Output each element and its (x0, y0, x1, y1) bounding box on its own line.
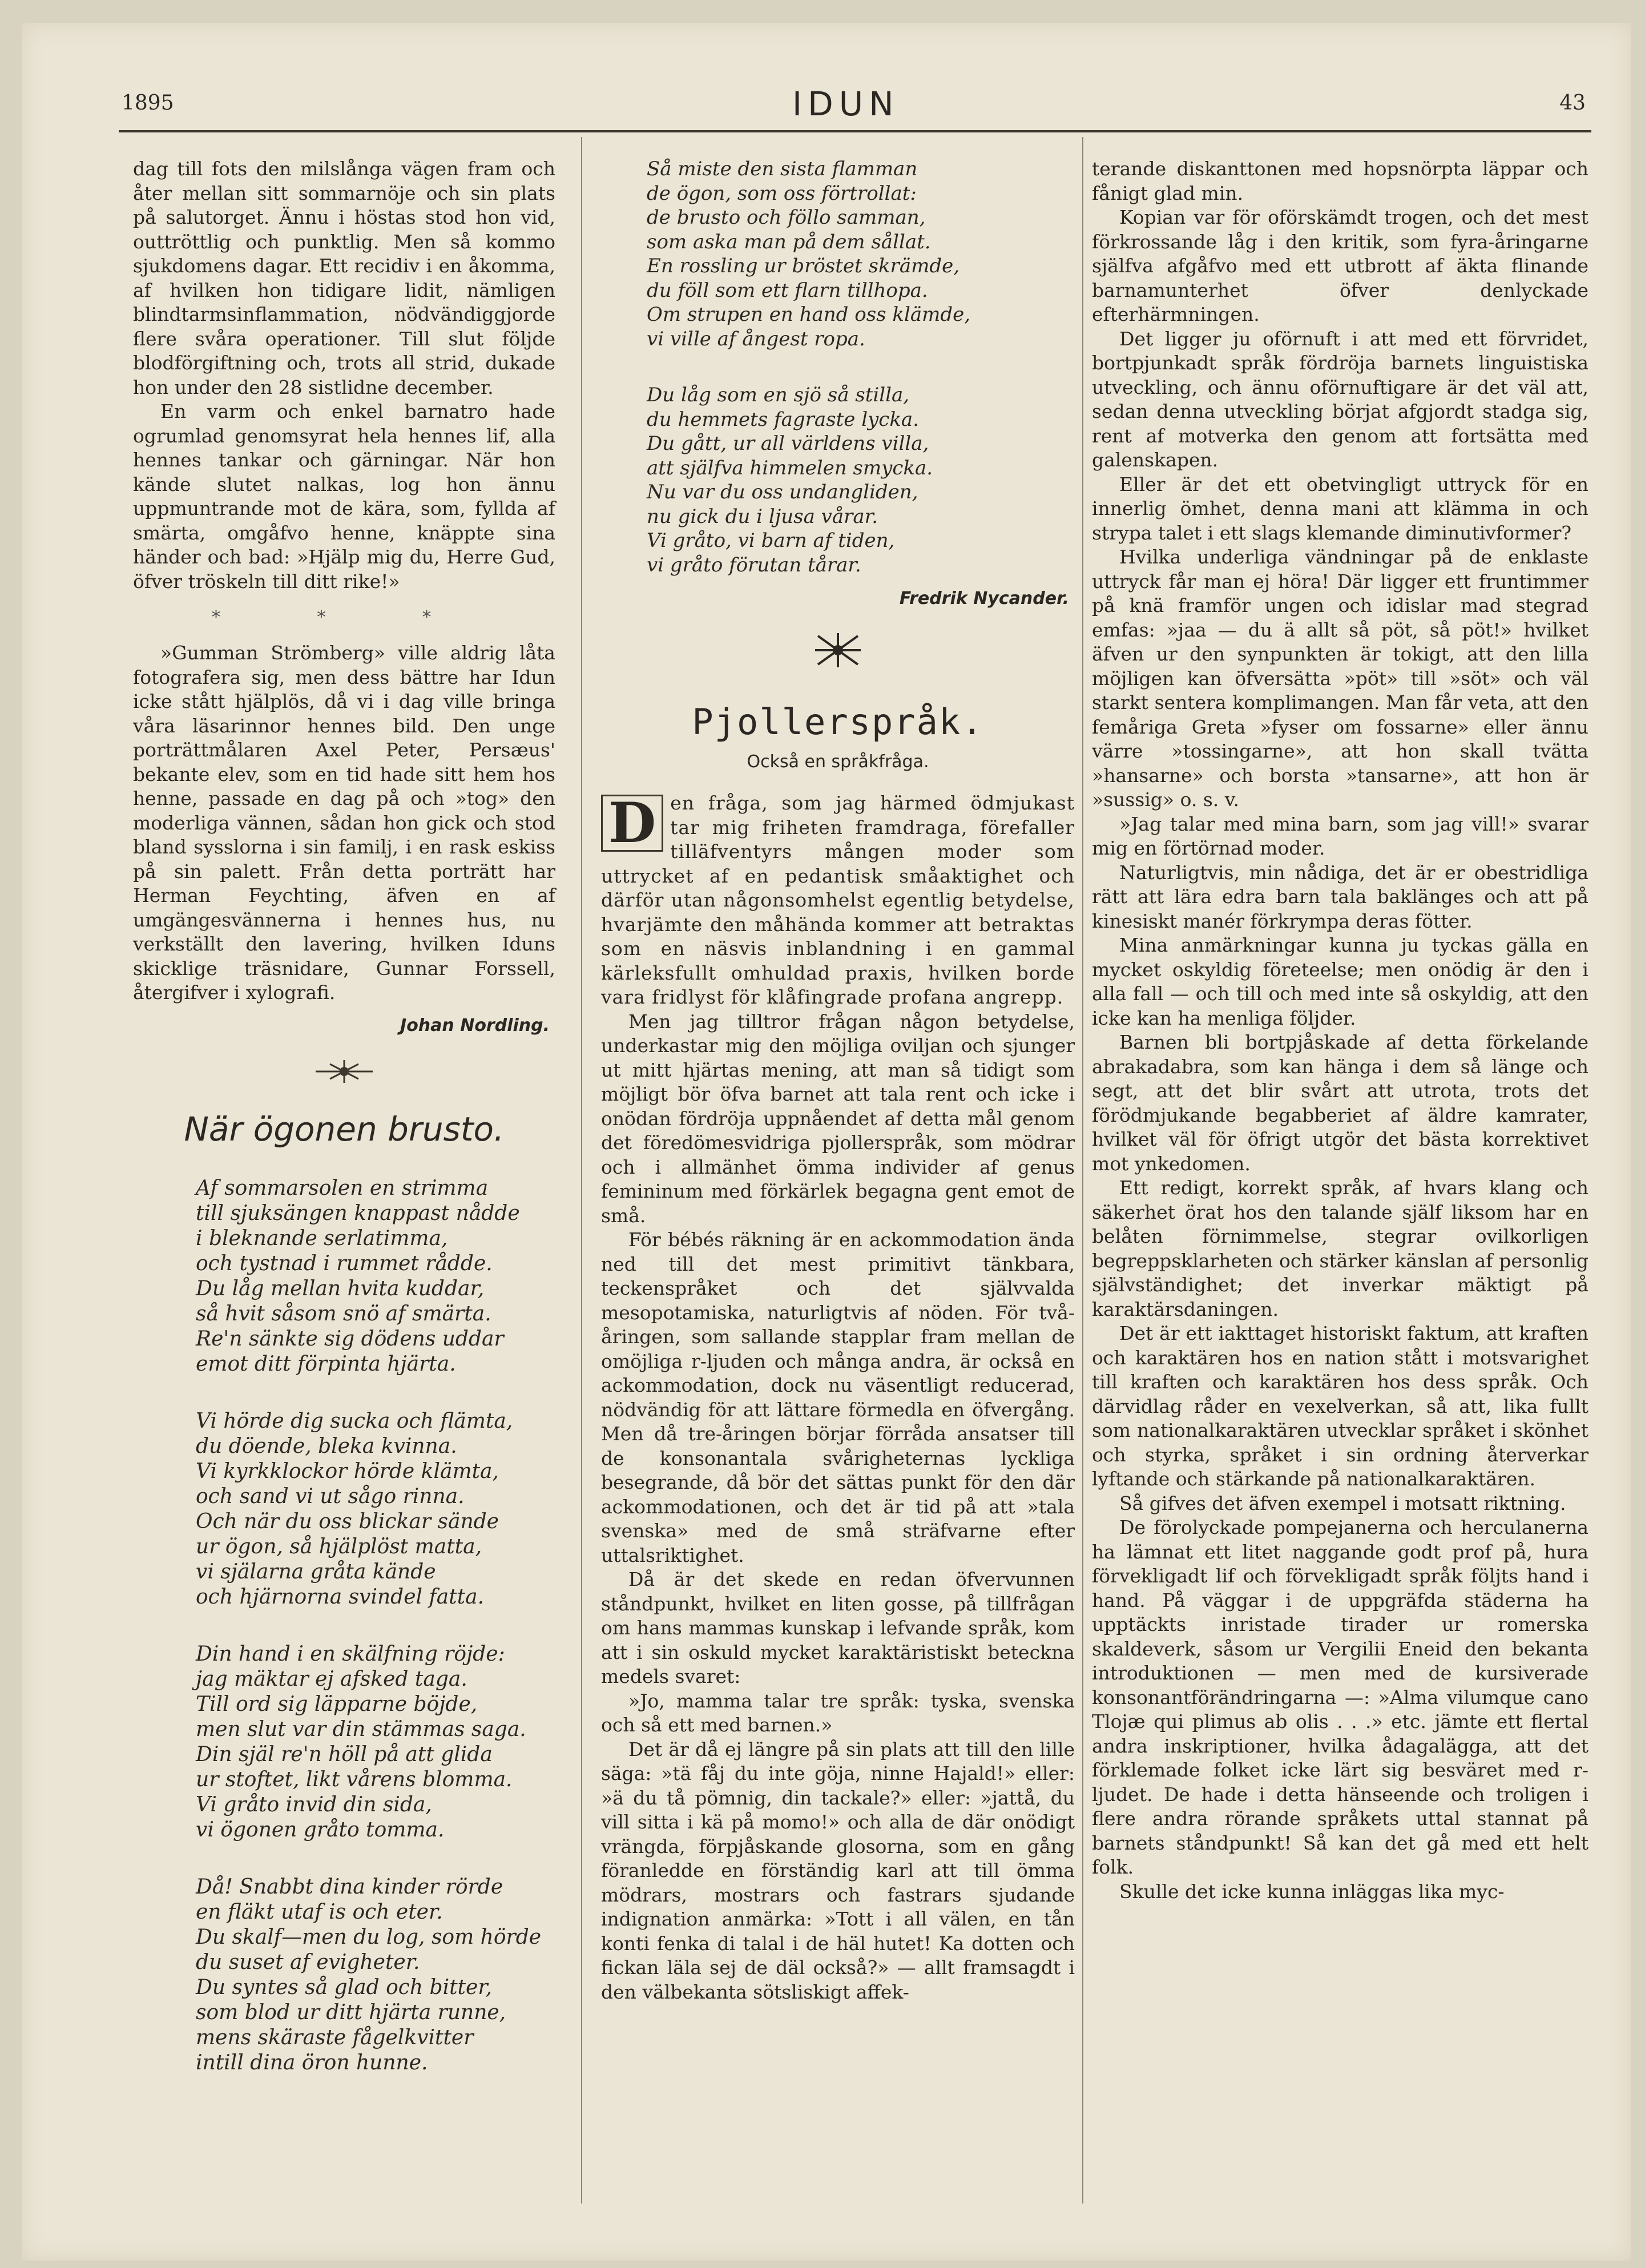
article-paragraph: För bébés räkning är en ackommodation ända ned till det mest primitivt tänkbara, teckenspråket och det självvalda mesopotamiska, naturligtvis af nöden. För två-åringen, som sallande stapplar fram mellan de omöjliga r-ljuden och många andra, är också en ackommodation, dock nu väsentligt reducerad, nödvändig för att lättare förmedla en öfvergång. Men då tre-åringen börjar förråda ansatser till de konsonantala svårigheternas lyckliga besegrande, då bör det sättas punkt för den där ackommodationen, och det är tid på att »tala svenska» med de små sträfvarne efter uttalsriktighet. (601, 1228, 1075, 1566)
poem-line: att själfva himmelen smycka. (647, 456, 933, 480)
header-rule (119, 130, 1591, 132)
poem-stanza (196, 1409, 555, 1610)
poem-line: Vi gråto invid din sida, (196, 1792, 432, 1816)
poem-line: nu gick du i ljusa vårar. (647, 505, 878, 528)
article-paragraph: Kopian var för oförskämdt trogen, och det mest förkrossande låg i den kritik, som fyra-åringarne själfva afgåfvo med ett utbrott af äkta flinande barnamunterhet öfver denlyckade efterhärmningen. (1092, 206, 1588, 325)
poem-line: du döende, bleka kvinna. (196, 1434, 457, 1458)
article-paragraph: »Jag talar med mina barn, som jag vill!» svarar mig en förtörnad moder. (1092, 812, 1588, 859)
poem-line: Så miste den sista flamman (647, 158, 918, 180)
poem-line: Då! Snabbt dina kinder rörde (196, 1875, 503, 1899)
article-paragraph: Ett redigt, korrekt språk, af hvars klang och säkerhet örat hos den talande själf liksom har en belåten förnimmelse, stegrar ovilkorligen begreppsklarheten och stärker känslan af personlig självständighet; det inverkar mäktigt på karaktärsdaningen. (1092, 1177, 1588, 1320)
poem-line: Du syntes så glad och bitter, (196, 1975, 493, 1999)
poem-line: intill dina öron hunne. (196, 2051, 428, 2074)
column-divider-1 (581, 137, 582, 2203)
poem-line: Du låg som en sjö så stilla, (647, 384, 910, 406)
poem-line: Re'n sänkte sig dödens uddar (196, 1327, 504, 1351)
poem-line: som blod ur ditt hjärta runne, (196, 2000, 506, 2024)
poem-title: När ögonen brusto. (184, 1109, 505, 1149)
poem-line: En rossling ur bröstet skrämde, (647, 255, 960, 277)
article-paragraph: Eller är det ett obetvingligt uttryck för en innerlig ömhet, denna mani att klämma in och strypa talet i ett slags klemande diminutivformer? (1092, 473, 1588, 544)
column-1 (133, 157, 555, 2108)
poem-line: du föll som ett flarn tillhopa. (647, 279, 928, 302)
section-stars: * * * (211, 607, 477, 627)
poem-line: vi ville af ångest ropa. (647, 327, 865, 351)
poem-line: till sjuksängen knappast nådde (196, 1201, 520, 1225)
poem-line: Du gått, ur all världens villa, (647, 432, 929, 455)
article-paragraph: »Jo, mamma talar tre språk: tyska, svenska och så ett med barnen.» (601, 1689, 1075, 1736)
poem-line: en fläkt utaf is och eter. (196, 1900, 443, 1924)
poem-line: du suset af evigheter. (196, 1950, 420, 1974)
poem-line: och hjärnorna svindel fatta. (196, 1585, 485, 1609)
poem-line: så hvit såsom snö af smärta. (196, 1302, 491, 1326)
column-2 (601, 157, 1075, 2004)
poem-line: Om strupen en hand oss klämde, (647, 303, 971, 326)
poem-line: ur stoftet, likt vårens blomma. (196, 1767, 513, 1791)
article-paragraph: Barnen bli bortpjåskade af detta förkelande abrakadabra, som kan hänga i dem så länge och segt, att det blir svårt att utrota, trots det förödmjukande begabberiet af äldre kamrater, hvilket väl för öfrigt utgör det bästa korrektivet mot ynkedomen. (1092, 1031, 1588, 1175)
poem-line: Du låg mellan hvita kuddar, (196, 1276, 485, 1300)
poem-line: ur ögon, så hjälplöst matta, (196, 1534, 482, 1558)
poem-stanza (196, 1875, 555, 2076)
article-paragraph: Men jag tilltror frågan någon betydelse, underkastar mig den möjliga oviljan och sjunger ut mitt hjärtas mening, att man så tidigt som möjligt bör öfva barnet att tala rent och icke i onödan fördröja uppnåendet af detta mål genom det föredömesvidriga pjollerspråk, som mödrar och i allmänhet ömma individer af genus femininum med förkärlek begagna gent emot de små. (601, 1010, 1075, 1227)
article-signature: Johan Nordling. (400, 1015, 550, 1036)
poem-line: mens skäraste fågelkvitter (196, 2025, 474, 2049)
article-paragraph: Hvilka underliga vändningar på de enklaste uttryck får man ej höra! Där ligger ett fruntimmer på knä framför ungen och idislar mad stegrad emfas: »jaa — du ä allt så pöt, så pöt!» hvilket äfven ur den synpunkten är tokigt, att den lilla möjligen kan öfversätta »pöt» till »söt» och väl starkt sentera komplimangen. Man får veta, att den femåriga Greta »fyser om fossarne» eller ännu värre »tossingarne», att hon skall tvätta »hansarne» och borsta »tansarne», att hon är »sussig» o. s. v. (1092, 546, 1588, 811)
poem-line: Nu var du oss undangliden, (647, 481, 918, 503)
article-paragraph: Skulle det icke kunna inläggas lika myc- (1119, 1880, 1505, 1903)
poem-line: de ögon, som oss förtrollat: (647, 182, 917, 205)
article-paragraph: Då är det skede en redan öfvervunnen ståndpunkt, hvilket en liten gosse, på tillfrågan om hans mammas kunskap i lefvande språk, kom att i sin oskuld mycket karaktäristiskt beteckna medels svaret: (601, 1568, 1075, 1687)
article-paragraph: terande diskanttonen med hopsnörpta läppar och fånigt glad min. (1092, 158, 1588, 204)
article-paragraph: »Gumman Strömberg» ville aldrig låta fotografera sig, men dess bättre har Idun icke stått hjälplös, då vi i dag ville bringa våra läsarinnor hennes bild. Den unge porträttmålaren Axel Peter, Persæus' bekante elev, som en tid hade sitt hem hos henne, passade en dag på och »tog» den moderliga vännen, sådan hon gick och stod bland sysslorna i sin familj, i en rask eskiss på sin palett. Från detta porträtt har Herman Feychting, äfven en af umgängesvännerna i hennes hus, nu verkställt den lavering, hvilken Iduns skicklige träsnidare, Gunnar Forssell, återgifver i xylografi. (133, 642, 555, 1004)
header-page-number: 43 (1559, 91, 1586, 115)
poem-line: Vi kyrkklockor hörde klämta, (196, 1459, 499, 1483)
article-paragraph: Det är ett iakttaget historiskt faktum, att kraften och karaktären hos en nation stått i motsvarighet till kraften och karaktären hos dess språk. Och därvidlag råder en vexelverkan, så att, lika fullt som nationalkaraktären utvecklar språket i skönhet och styrka, språket i sin ordning återverkar lyftande och stärkande på nationalkaraktären. (1092, 1322, 1588, 1490)
article-paragraph: Så gifves det äfven exempel i motsatt riktning. (1119, 1492, 1566, 1514)
ornament-icon (133, 1057, 555, 1088)
poem-line: och sand vi ut sågo rinna. (196, 1484, 465, 1508)
poem-line: vi själarna gråta kände (196, 1560, 436, 1584)
poem-line: jag mäktar ej afsked taga. (196, 1667, 467, 1691)
poem-line: och tystnad i rummet rådde. (196, 1251, 493, 1275)
poem-stanza (196, 1642, 555, 1843)
header-title: IDUN (792, 84, 900, 123)
ornament-icon (601, 630, 1075, 672)
column-divider-2 (1082, 137, 1083, 2203)
poem-stanza (196, 1176, 555, 1377)
poem-line: i bleknande serlatimma, (196, 1226, 448, 1250)
poem-line: Vi hörde dig sucka och flämta, (196, 1409, 513, 1433)
poem-line: men slut var din stämmas saga. (196, 1717, 526, 1741)
poem-line: du hemmets fagraste lycka. (647, 408, 919, 431)
section-subtitle: Också en språkfråga. (747, 752, 929, 772)
newspaper-page (22, 23, 1631, 2261)
header-year: 1895 (122, 91, 174, 115)
article-paragraph: en fråga, som jag härmed ödmjukast tar mig friheten framdraga, förefaller tilläfventyrs mången moder som uttrycket af en pedantisk småaktighet och därför utan någonsomhelst egentlig betydelse, hvarjämte den måhända kommer att betraktas som en näsvis inblandning i en gammal kärleksfullt omhuldad praxis, hvilken borde vara fridlyst för klåfingrade profana angrepp. (601, 792, 1075, 1008)
article-paragraph: Det ligger ju oförnuft i att med ett förvridet, bortpjunkadt språk fördröja barnets linguistiska utveckling, och ännu oförnuftigare är det väl att, sedan denna utveckling börjat afgjordt stadga sig, rent af motverka den genom att fortsätta med galenskapen. (1092, 327, 1588, 471)
poem-line: Vi gråto, vi barn af tiden, (647, 529, 895, 552)
section-title: Pjollerspråk. (692, 701, 984, 743)
column-3 (1092, 157, 1588, 1904)
article-paragraph: Naturligtvis, min nådiga, det är er obestridliga rätt att lära edra barn tala baklänges och att på kinesiskt manér förkrympa deras fötter. (1092, 861, 1588, 932)
article-paragraph: Mina anmärkningar kunna ju tyckas gälla en mycket oskyldig företeelse; men onödig är den i alla fall — och till och med inte så oskyldig, att den icke kan ha menliga följder. (1092, 934, 1588, 1029)
article-paragraph: dag till fots den milslånga vägen fram och åter mellan sitt sommarnöje och sin plats på salutorget. Ännu i höstas stod hon vid, outtröttlig och punktlig. Men så kommo sjukdomens dagar. Ett recidiv i en åkomma, af hvilken hon tidigare lidit, nämligen blindtarmsinflammation, nödvändiggjorde flere svåra operationer. Till slut följde blodförgiftning och, trots all strid, dukade hon under den 28 sistlidne december. (133, 158, 555, 398)
article-paragraph: Det är då ej längre på sin plats att till den lille säga: »tä fåj du inte göja, ninne Hajald!» eller: »ä du tå pömnig, din tackale?» eller: »jattå, du vill sitta i kä på momo!» och alla de där onödigt vrängda, förpjåskande glosorna, som en gång föranledde en förständig karl att till ömma mödrars, mostrars och fastrars sjudande indignation anmärka: »Tott i all välen, en tån konti fenka di talal i de häl hutet! Ka dotten och fickan läla sej de däl också?» — allt framsagdt i den välbekanta sötsliskigt affek- (601, 1738, 1075, 2003)
poem-line: emot ditt förpinta hjärta. (196, 1352, 456, 1376)
poem-signature: Fredrik Nycander. (899, 589, 1069, 609)
poem-line: som aska man på dem sållat. (647, 230, 931, 253)
poem-line: Din hand i en skälfning röjde: (196, 1642, 505, 1666)
poem-stanza (647, 157, 1075, 351)
poem-line: vi ögonen gråto tomma. (196, 1818, 445, 1842)
article-paragraph: De förolyckade pompejanerna och herculanerna ha lämnat ett litet naggande godt prof på, hura förvekligadt lif och förvekligadt språk följts hand i hand. På väggar i de uppgräfda städerna ha upptäckts inristade tirader ur romerska skaldeverk, såsom ur Vergilii Eneid den bekanta introduktionen — men med de kursiverade konsonantförändringarna —: »Alma vilumque cano Tlojæ qui plimus ab olis . . .» etc. jämte ett flertal andra inskriptioner, hvilka ådagalägga, att det förklemade folket icke lärt sig besväret med r-ljudet. De hade i detta hänseende och troligen i flere andra rörande språkets uttal stannat på barnets ståndpunkt! Så kan det gå med ett helt folk. (1092, 1516, 1588, 1878)
poem-line: Och när du oss blickar sände (196, 1509, 499, 1533)
poem-line: Af sommarsolen en strimma (196, 1176, 489, 1200)
poem-line: Till ord sig läpparne böjde, (196, 1692, 478, 1716)
poem-line: vi gråto förutan tårar. (647, 553, 861, 577)
drop-cap: D (601, 795, 663, 852)
poem-line: Din själ re'n höll på att glida (196, 1742, 493, 1766)
poem-line: Du skalf—men du log, som hörde (196, 1925, 542, 1949)
poem-stanza (647, 383, 1075, 577)
article-paragraph: En varm och enkel barnatro hade ogrumlad genomsyrat hela hennes lif, alla hennes tankar och gärningar. När hon kände slutet nalkas, log hon ännu uppmuntrande mot de kära, som, fyllda af smärta, omgåfvo henne, knäppte sina händer och bad: »Hjälp mig du, Herre Gud, öfver tröskeln till ditt rike!» (133, 400, 555, 593)
poem-line: de brusto och föllo samman, (647, 206, 926, 229)
